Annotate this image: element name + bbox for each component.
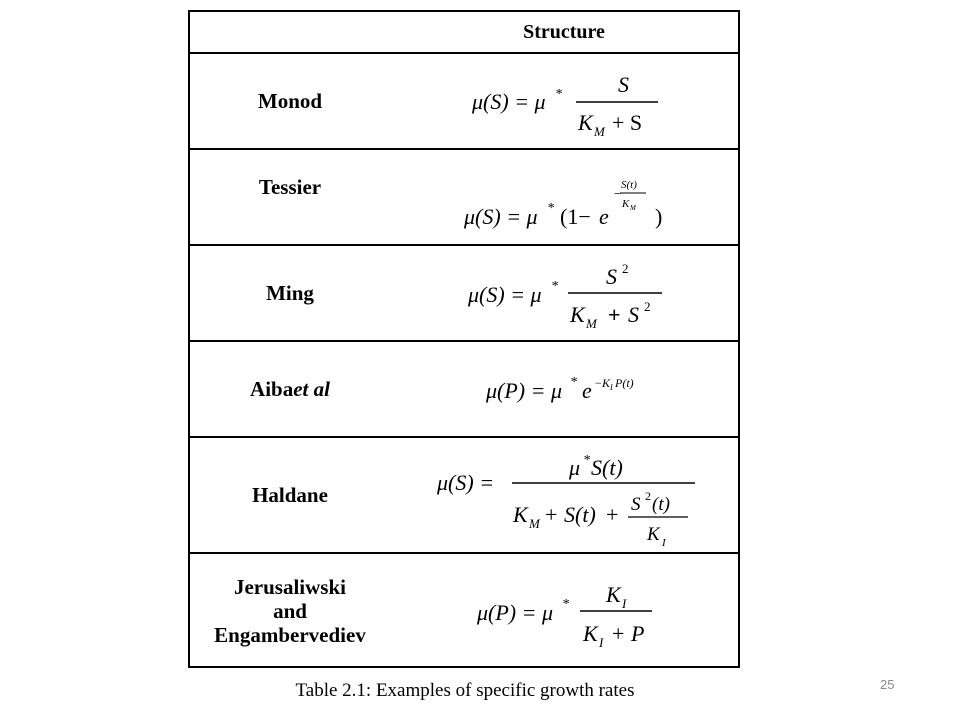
svg-text:+ S: + S — [612, 110, 643, 135]
svg-text:K: K — [570, 302, 585, 327]
formula-aiba — [390, 342, 738, 436]
table-row — [190, 148, 738, 244]
svg-text:*: * — [547, 201, 554, 216]
svg-text:K: K — [583, 621, 598, 646]
svg-text:S: S — [631, 494, 641, 515]
formula-jerusaliwski — [390, 554, 738, 668]
table-row — [190, 436, 738, 552]
svg-text:I: I — [610, 383, 613, 392]
page-number: 25 — [880, 677, 895, 692]
svg-text:M: M — [630, 204, 636, 212]
table-row — [190, 552, 738, 668]
svg-text:I: I — [662, 537, 666, 549]
svg-text:K: K — [513, 502, 528, 527]
svg-text:μ(S) = μ: μ(S) = μ — [472, 89, 546, 114]
svg-text:S: S — [606, 264, 617, 289]
svg-text:M: M — [529, 516, 540, 531]
svg-text:P(t): P(t) — [615, 376, 634, 390]
svg-text:S(t): S(t) — [621, 179, 637, 191]
svg-text:2: 2 — [622, 261, 629, 276]
svg-text:(1−: (1− — [560, 204, 591, 229]
model-name-ming: Ming — [266, 281, 314, 305]
formula-monod — [390, 54, 738, 148]
model-name-haldane: Haldane — [252, 483, 328, 507]
svg-text:−: − — [614, 187, 622, 202]
svg-text:S: S — [628, 302, 639, 327]
svg-text:2: 2 — [644, 299, 651, 314]
formula-tessier — [390, 150, 738, 244]
formula-haldane — [390, 438, 738, 552]
svg-text:−: − — [595, 376, 602, 390]
svg-text:e: e — [599, 204, 609, 229]
svg-text:M: M — [594, 124, 605, 139]
growth-rate-table — [188, 10, 740, 668]
table-row — [190, 340, 738, 436]
svg-text:μ(S) =: μ(S) = — [437, 470, 495, 495]
svg-text:S: S — [618, 72, 629, 97]
svg-text:S(t): S(t) — [564, 502, 596, 527]
svg-text:+: + — [545, 502, 558, 527]
structure-header: Structure — [523, 20, 605, 43]
table-caption: Table 2.1: Examples of specific growth rates — [295, 680, 635, 701]
svg-text:μ: μ — [569, 455, 581, 480]
svg-text:μ(S) = μ: μ(S) = μ — [464, 204, 538, 229]
table-row — [190, 244, 738, 340]
svg-text:+: + — [608, 302, 621, 327]
svg-text:*: * — [583, 453, 590, 468]
svg-text:+: + — [606, 502, 619, 527]
svg-text:K: K — [602, 376, 611, 390]
svg-text:μ(P) = μ: μ(P) = μ — [477, 600, 554, 625]
model-name-monod: Monod — [257, 89, 323, 113]
model-name-tessier: Tessier — [258, 175, 322, 199]
table-header-row — [190, 12, 738, 52]
svg-text:I: I — [599, 635, 604, 650]
svg-text:*: * — [570, 375, 577, 390]
formula-ming — [390, 246, 738, 340]
svg-text:*: * — [551, 279, 558, 294]
svg-text:K: K — [647, 524, 660, 545]
svg-text:+: + — [612, 621, 625, 646]
table-row — [190, 52, 738, 148]
model-name-aiba: Aiba et al — [250, 377, 330, 401]
svg-text:*: * — [555, 87, 562, 102]
svg-text:K: K — [622, 198, 630, 210]
svg-text:): ) — [655, 204, 663, 229]
svg-text:K: K — [578, 110, 593, 135]
svg-text:μ(P) = μ: μ(P) = μ — [486, 378, 563, 403]
svg-text:μ(S) = μ: μ(S) = μ — [468, 282, 542, 307]
svg-text:I: I — [622, 596, 627, 611]
svg-text:(t): (t) — [652, 494, 670, 515]
svg-text:*: * — [562, 597, 569, 612]
svg-text:K: K — [606, 582, 621, 607]
svg-text:M: M — [586, 316, 597, 331]
svg-text:P: P — [631, 621, 645, 646]
svg-text:2: 2 — [645, 489, 651, 503]
svg-text:e: e — [582, 378, 592, 403]
model-name-jerusaliwski: Jerusaliwski and Engambervediev — [214, 575, 366, 647]
svg-text:S(t): S(t) — [591, 455, 623, 480]
